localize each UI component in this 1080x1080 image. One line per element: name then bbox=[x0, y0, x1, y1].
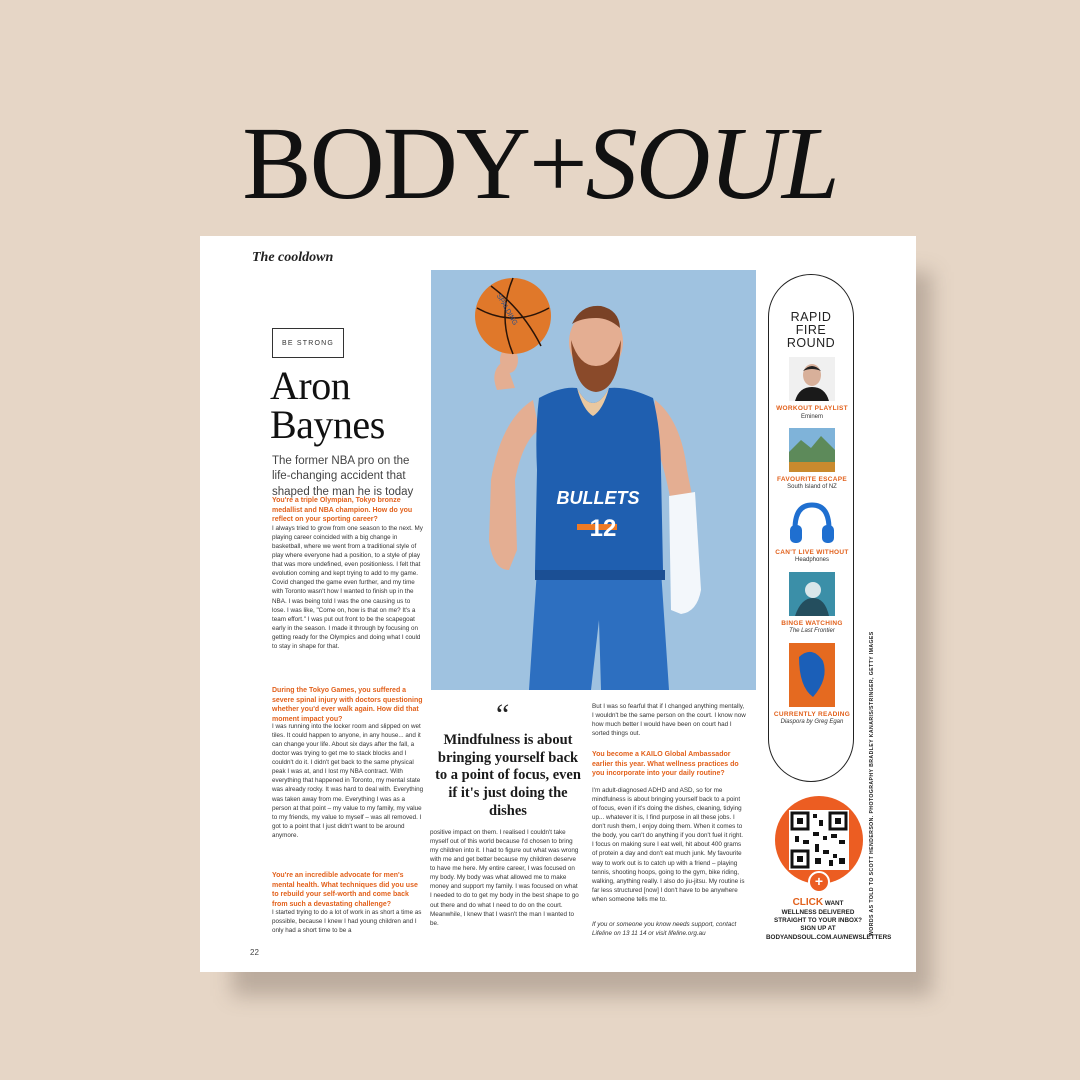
magazine-page bbox=[200, 236, 916, 972]
rapid-sub: Headphones bbox=[794, 557, 830, 564]
page-number: 22 bbox=[250, 948, 259, 957]
rapid-label: CAN'T LIVE WITHOUT bbox=[775, 549, 849, 557]
masthead-body: BODY+ bbox=[242, 106, 586, 221]
landscape-photo bbox=[789, 428, 835, 472]
jersey-text: BULLETS bbox=[556, 488, 640, 508]
column-2-continued: positive impact on them. I realised I couldn't take myself out of this world because I'd chosen to bring my children into it. I had to figure out what was wrong with me and get better because my children deserve to have me here. My entire career, I was focused on my body. My body was what allowed me to make money and support my family. I was focused on what I needed to do to get my body in the best shape to go out there and do what I need to do on the court. Meanwhile, I knew that I wasn't the man I wanted to be. bbox=[430, 829, 579, 927]
category-tag: BE STRONG bbox=[272, 328, 344, 358]
rapid-label: BINGE WATCHING bbox=[781, 620, 843, 628]
rapid-sub: Eminem bbox=[800, 413, 823, 420]
rapid-title-line-3: ROUND bbox=[786, 336, 836, 351]
column-3-top: But I was so fearful that if I changed anything mentally, I wouldn't be the same person on the court. I know now how much better I would have been on court had I sorted things out. bbox=[592, 703, 746, 738]
headline-line-2: Baynes bbox=[270, 402, 385, 448]
deck-text: The former NBA pro on the life-changing accident that shaped the man he is today bbox=[272, 455, 414, 498]
cta-want: WANT bbox=[824, 900, 844, 907]
player-photo bbox=[431, 270, 756, 690]
book-cover bbox=[789, 643, 835, 707]
photo-credit: WORDS AS TOLD TO SCOTT HENDERSON. PHOTOGRAPHY BRADLEY KANARIS/STRINGER, GETTY IMAGES bbox=[869, 631, 875, 936]
answer-1: I always tried to grow from one season to the next. My playing career coincided with a big change in basketball, where we went from a traditional style of play where everyone had a position, to a style of play that was more undefined, even positionless. I felt that evolution coming and kept trying to add to my game. Covid changed the game even further, and my time with Toronto wasn't how I wanted to finish up in the NBA. I was being told I was the one causing us to lose. I was like, "Come on, how is that on me? It's a team effort." I was put out front to be the scapegoat early in the season. I made it through by focusing on getting ready for the Olympics and doing what I could to stay in shape for that. bbox=[272, 525, 423, 650]
rapid-fire-panel bbox=[768, 274, 854, 782]
question-2: During the Tokyo Games, you suffered a severe spinal injury with doctors questioning whether you'd ever walk again. How did that moment impact you? bbox=[272, 687, 423, 723]
answer-2: I was running into the locker room and slipped on wet tiles. It could happen to anyone, in any house... and it can change your life. About six days after the fall, a doctor was trying to get me to stack blocks and I couldn't do it. I didn't get back to the same physical peak I was at, and I lost my NBA contract. With everything that happened in Toronto, my mental state was already rocky. It was hard to deal with. Everything was taken away from me. Everything I was as a person at that point – my value to my family, my value to my friends, my value to myself – was all removed. I got to a point that I just didn't want to be around anymore. bbox=[272, 723, 424, 839]
answer-3: I started trying to do a lot of work in as short a time as possible, because I knew I had young children and I only had a short time to be a bbox=[272, 909, 422, 935]
rapid-label: WORKOUT PLAYLIST bbox=[776, 405, 848, 413]
headphones-icon bbox=[787, 499, 837, 545]
masthead-logo bbox=[0, 106, 1080, 221]
rapid-item-reading bbox=[769, 643, 855, 727]
question-1: You're a triple Olympian, Tokyo bronze medallist and NBA champion. How do you reflect on your sporting career? bbox=[272, 497, 413, 524]
rapid-item-headphones bbox=[769, 499, 855, 565]
cta-text: WELLNESS DELIVERED STRAIGHT TO YOUR INBOX? SIGN UP AT bbox=[774, 909, 862, 933]
pull-quote: Mindfulness is about bringing yourself back to a point of focus, even if it's just doing the dishes bbox=[435, 732, 581, 819]
plus-icon: + bbox=[808, 871, 830, 893]
answer-4: I'm adult-diagnosed ADHD and ASD, so for me mindfulness is about bringing yourself back to a point of focus, even if it's doing the dishes, cleaning, tidying up... whatever it is, I find purpose in all these jobs. I don't rush them, I enjoy doing them. When it comes to the body, you can't do anything if you don't fuel it right. I focus on making sure I eat well, hit about 400 grams of protein a day and don't eat much junk. My favourite way to work out is to catch up with a friend – playing tennis, shooting hoops, going to the gym, bike riding, walking, anything really. I also do jiu-jitsu. My routine is far less structured [now] I don't have to be anywhere when someone tells me to. bbox=[592, 787, 745, 903]
rapid-label: CURRENTLY READING bbox=[773, 711, 851, 719]
newsletter-link[interactable]: BODYANDSOUL.COM.AU/NEWSLETTERS bbox=[766, 933, 892, 941]
rapid-title-line-1: RAPID bbox=[790, 310, 832, 324]
question-3: You're an incredible advocate for men's mental health. What techniques did you use to rebuild your self-worth and come back from such a devastating challenge? bbox=[272, 872, 418, 908]
quote-mark-icon: “ bbox=[496, 698, 510, 731]
eminem-photo bbox=[789, 357, 835, 401]
section-title: The cooldown bbox=[252, 250, 334, 265]
rapid-item-playlist bbox=[769, 357, 855, 421]
newsletter-cta[interactable] bbox=[766, 896, 892, 942]
question-4: You become a KAILO Global Ambassador earlier this year. What wellness practices do you incorporate into your daily routine? bbox=[592, 751, 739, 778]
cta-click: CLICK bbox=[792, 897, 824, 908]
headline bbox=[270, 363, 385, 448]
rapid-fire-title bbox=[769, 311, 853, 350]
rapid-label: FAVOURITE ESCAPE bbox=[776, 476, 848, 484]
tv-show-photo bbox=[789, 572, 835, 616]
rapid-item-binge bbox=[769, 572, 855, 636]
support-note: If you or someone you know needs support, contact Lifeline on 13 11 14 or visit lifeline.org.au bbox=[592, 921, 737, 938]
rapid-title-line-2: FIRE bbox=[795, 323, 827, 338]
jersey-number: 12 bbox=[589, 515, 617, 542]
rapid-item-escape bbox=[769, 428, 855, 492]
rapid-sub: South Island of NZ bbox=[787, 484, 837, 491]
masthead-soul: SOUL bbox=[585, 106, 838, 221]
headline-line-1: Aron bbox=[270, 363, 351, 408]
qr-code-icon bbox=[789, 810, 849, 870]
ball-brand: SPALDING bbox=[494, 292, 519, 327]
rapid-sub: Diaspora by Greg Egan bbox=[780, 719, 844, 726]
rapid-sub: The Last Frontier bbox=[789, 628, 835, 635]
